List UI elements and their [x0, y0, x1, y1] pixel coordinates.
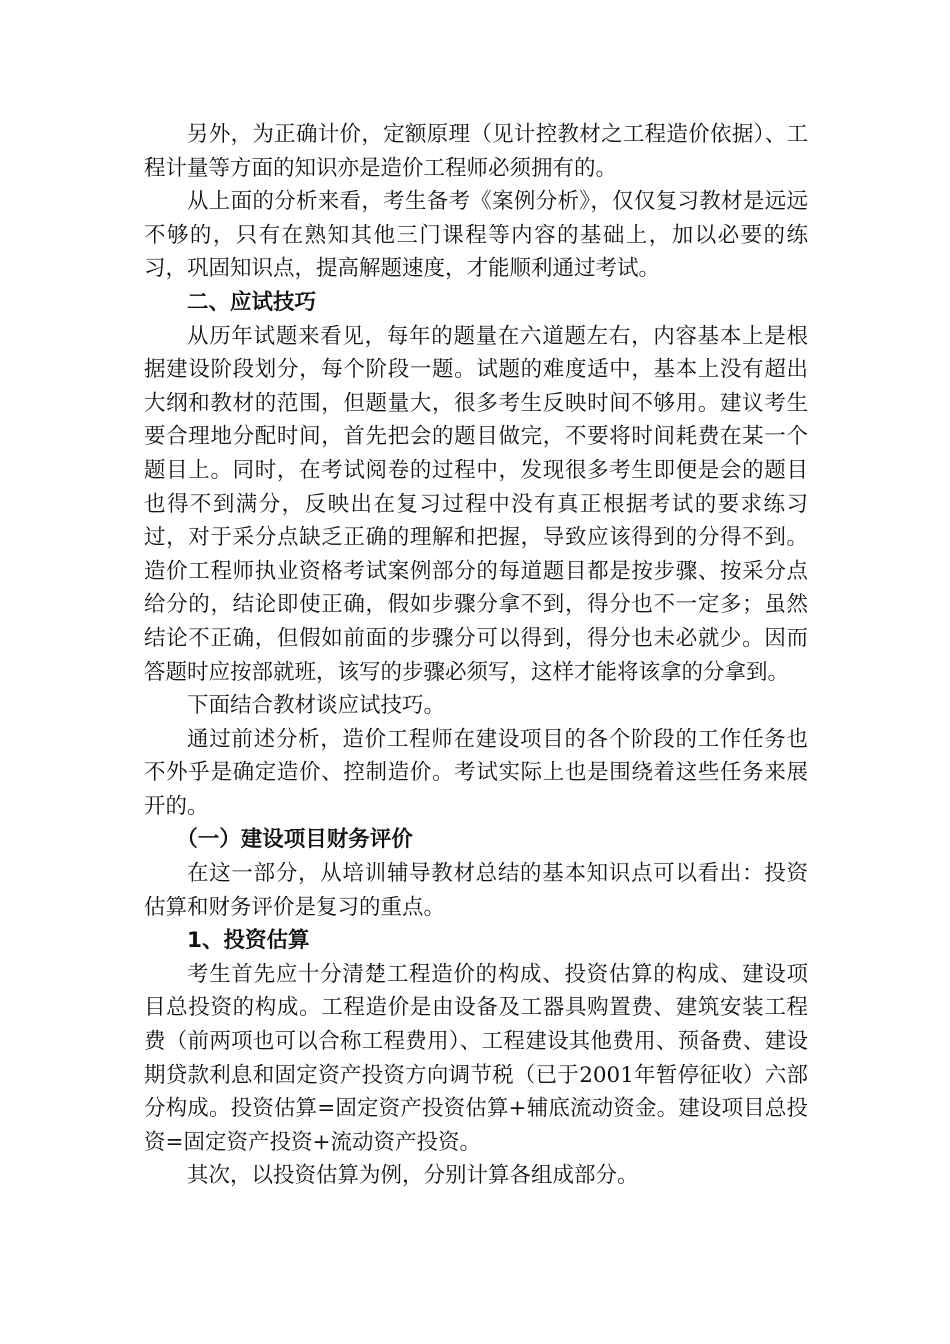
subsection-heading: 1、投资估算: [187, 928, 310, 954]
document-body: [144, 118, 808, 1193]
paragraph: 考生首先应十分清楚工程造价的构成、投资估算的构成、建设项目总投资的构成。工程造价是由设备及工器具购置费、建筑安装工程费（前两项也可以合称工程费用）、工程建设其他费用、预备费、建设期贷款利息和固定资产投资方向调节税（已于2001年暂停征收）六部分构成。投资估算=固定资产投资估算+辅底流动资金。建设项目总投资=固定资产投资+流动资产投资。: [144, 961, 808, 1155]
subsection-heading: （一）建设项目财务评价: [176, 827, 413, 853]
paragraph: 从上面的分析来看，考生备考《案例分析》，仅仅复习教材是远远不够的，只有在熟知其他三门课程等内容的基础上，加以必要的练习，巩固知识点，提高解题速度，才能顺利通过考试。: [144, 189, 808, 282]
paragraph: 通过前述分析，造价工程师在建设项目的各个阶段的工作任务也不外乎是确定造价、控制造价。考试实际上也是围绕着这些任务来展开的。: [144, 726, 808, 819]
paragraph: 其次，以投资估算为例，分别计算各组成部分。: [187, 1163, 639, 1189]
paragraph: 从历年试题来看见，每年的题量在六道题左右，内容基本上是根据建设阶段划分，每个阶段一题。试题的难度适中，基本上没有超出大纲和教材的范围，但题量大，很多考生反映时间不够用。建议考生要合理地分配时间，首先把会的题目做完，不要将时间耗费在某一个题目上。同时，在考试阅卷的过程中，发现很多考生即便是会的题目也得不到满分，反映出在复习过程中没有真正根据考试的要求练习过，对于采分点缺乏正确的理解和把握，导致应该得到的分得不到。造价工程师执业资格考试案例部分的每道题目都是按步骤、按采分点给分的，结论即使正确，假如步骤分拿不到，得分也不一定多；虽然结论不正确，但假如前面的步骤分可以得到，得分也未必就少。因而答题时应按部就班，该写的步骤必须写，这样才能将该拿的分拿到。: [144, 323, 808, 685]
paragraph: 在这一部分，从培训辅导教材总结的基本知识点可以看出：投资估算和财务评价是复习的重点。: [144, 861, 808, 920]
paragraph: 另外，为正确计价，定额原理（见计控教材之工程造价依据）、工程计量等方面的知识亦是造价工程师必须拥有的。: [144, 122, 808, 181]
paragraph: 下面结合教材谈应试技巧。: [187, 693, 446, 719]
section-heading: 二、应试技巧: [187, 289, 317, 315]
